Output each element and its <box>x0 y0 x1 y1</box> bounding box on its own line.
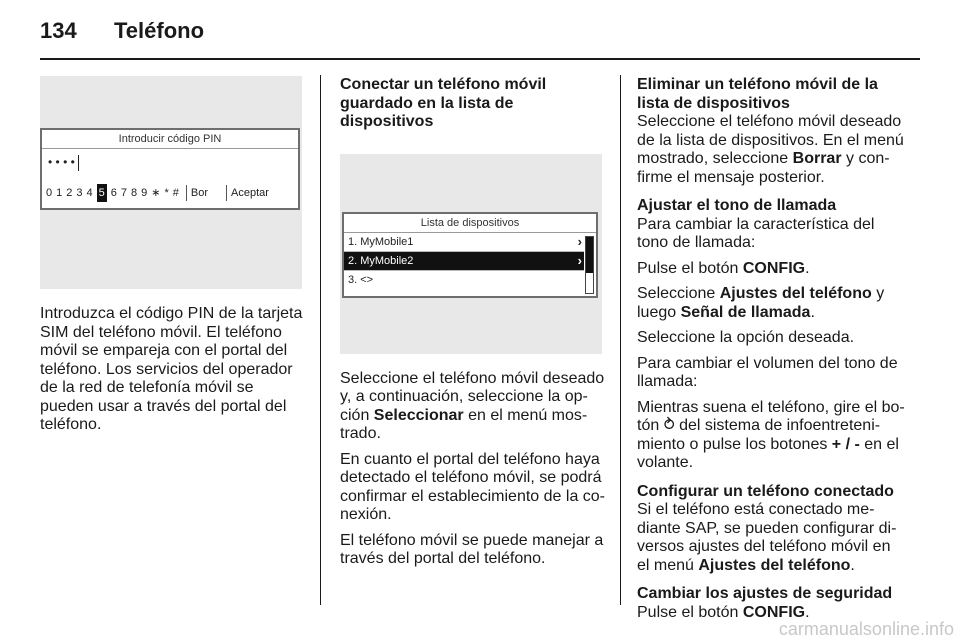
device-item-label: 2. MyMobile2 <box>348 254 414 267</box>
pin-delete-label: Bor <box>190 186 208 199</box>
page-title: Teléfono <box>114 18 205 43</box>
text-run: en el menú mos-trado. <box>340 406 588 442</box>
column-2 <box>340 76 605 576</box>
scrollbar-thumb <box>586 237 593 273</box>
text-run: Si el teléfono está conectado me-diante SAP, se pueden configurar di-versos ajustes del teléfono móvil en el menú <box>637 501 897 574</box>
device-item-label: 3. <> <box>348 273 374 286</box>
device-list-image <box>340 154 602 354</box>
ringtone-p5: Para cambiar el volumen del tono de llamada: <box>637 354 898 390</box>
device-list-title: Lista de dispositivos <box>344 214 596 233</box>
configure-text <box>637 501 907 575</box>
ringtone-p6 <box>637 399 907 473</box>
delete-text <box>637 113 907 187</box>
security-heading: Cambiar los ajustes de seguridad <box>637 585 893 602</box>
pin-separator <box>226 185 227 201</box>
device-list-screen <box>342 212 598 298</box>
delete-section <box>637 76 907 187</box>
device-item-selected <box>344 252 584 271</box>
pin-screen-image <box>40 76 302 289</box>
pin-dots <box>42 149 298 181</box>
text-run: y con-firme el mensaje posterior. <box>637 150 890 186</box>
pin-digit: # <box>172 186 179 199</box>
device-item <box>344 233 584 252</box>
pin-digit: 1 <box>56 186 63 199</box>
device-item <box>344 271 584 289</box>
delete-heading: Eliminar un teléfono móvil de la lista de dispositivos <box>637 76 878 112</box>
text-run: Seleccione el teléfono móvil deseado de la lista de dispositivos. En el menú mostrado, seleccione <box>637 113 904 167</box>
text-run: Seleccione el teléfono móvil deseado y, a continuación, seleccione la op-ción <box>340 369 605 424</box>
watermark: carmanualsonline.info <box>778 619 954 639</box>
pin-digit: 0 <box>46 186 53 199</box>
pin-screen <box>40 128 300 210</box>
pin-screen-title: Introducir código PIN <box>42 130 298 149</box>
configure-heading: Configurar un teléfono conectado <box>637 482 894 500</box>
text-run: . <box>810 303 815 321</box>
menu-term: + / - <box>831 435 860 453</box>
pin-digit: 3 <box>76 186 83 199</box>
text-run: Mientras suena el teléfono, gire el bo-tón <box>637 398 905 434</box>
text-run: . <box>805 259 810 277</box>
pin-separator <box>186 185 187 201</box>
text-run: . <box>805 603 810 621</box>
column-divider-2 <box>620 75 621 605</box>
pin-cursor <box>78 155 79 171</box>
pin-digit-row <box>46 184 273 203</box>
pin-digit: 6 <box>110 186 117 199</box>
ringtone-heading: Ajustar el tono de llamada <box>637 197 837 214</box>
column-1 <box>40 76 305 442</box>
ringtone-p1: Para cambiar la característica del tono de llamada: <box>637 215 875 251</box>
text-run: Pulse el botón <box>637 259 743 277</box>
pin-digit: * <box>164 186 169 199</box>
text-run: y luego <box>637 285 885 321</box>
ringtone-p2 <box>637 260 907 279</box>
pin-digit-selected: 5 <box>97 184 107 203</box>
connect-heading: Conectar un teléfono móvil guardado en la lista de dispositivos <box>340 76 547 130</box>
pin-dots-text: • • • • <box>48 155 75 169</box>
device-item-label: 1. MyMobile1 <box>348 235 414 248</box>
text-run: Seleccione <box>637 285 720 302</box>
menu-term: Señal de llamada <box>680 303 811 321</box>
knob-icon: ⥁ <box>663 417 675 434</box>
ringtone-section <box>637 197 907 473</box>
pin-paragraph: Introduzca el código PIN de la tarjeta SIM del teléfono móvil. El teléfono móvil se empareja con el portal del teléfono. Los servicios del operador de la red de telefonía móvil se pueden usar a través del portal del teléfono. <box>40 305 303 433</box>
scrollbar <box>585 236 594 294</box>
column-divider-1 <box>320 75 321 605</box>
page-number: 134 <box>40 18 77 43</box>
connect-paragraph-2: En cuanto el portal del teléfono haya detectado el teléfono móvil, se podrá confirmar el establecimiento de la co-nexión. <box>340 450 606 523</box>
pin-digit: 7 <box>120 186 127 199</box>
menu-term: Seleccionar <box>373 406 464 424</box>
connect-paragraph-3: El teléfono móvil se puede manejar a través del portal del teléfono. <box>340 531 604 567</box>
chevron-right-icon: › <box>577 233 582 249</box>
menu-term: CONFIG <box>742 603 806 621</box>
pin-digit: 8 <box>131 186 138 199</box>
text-run: en el volante. <box>637 435 899 471</box>
pin-digit: 9 <box>141 186 148 199</box>
configure-section <box>637 483 907 576</box>
menu-term: Borrar <box>792 150 842 167</box>
connect-paragraph-1 <box>340 370 605 444</box>
pin-accept-label: Aceptar <box>231 186 269 199</box>
pin-digit: 4 <box>86 186 93 199</box>
ringtone-p4: Seleccione la opción deseada. <box>637 329 855 346</box>
header-rule <box>40 58 920 60</box>
pin-digit: 2 <box>66 186 73 199</box>
pin-digit: ∗ <box>151 186 161 199</box>
menu-term: CONFIG <box>742 259 806 277</box>
text-run: . <box>850 556 855 574</box>
text-run: del sistema de infoentreteni-miento o pulse los botones <box>637 417 881 453</box>
ringtone-p3 <box>637 285 907 322</box>
security-section <box>637 585 907 622</box>
menu-term: Ajustes del teléfono <box>698 556 851 574</box>
page-header <box>40 18 204 48</box>
column-3 <box>637 76 907 632</box>
menu-term: Ajustes del teléfono <box>719 285 872 302</box>
chevron-right-icon: › <box>577 252 582 268</box>
text-run: Pulse el botón <box>637 603 743 621</box>
